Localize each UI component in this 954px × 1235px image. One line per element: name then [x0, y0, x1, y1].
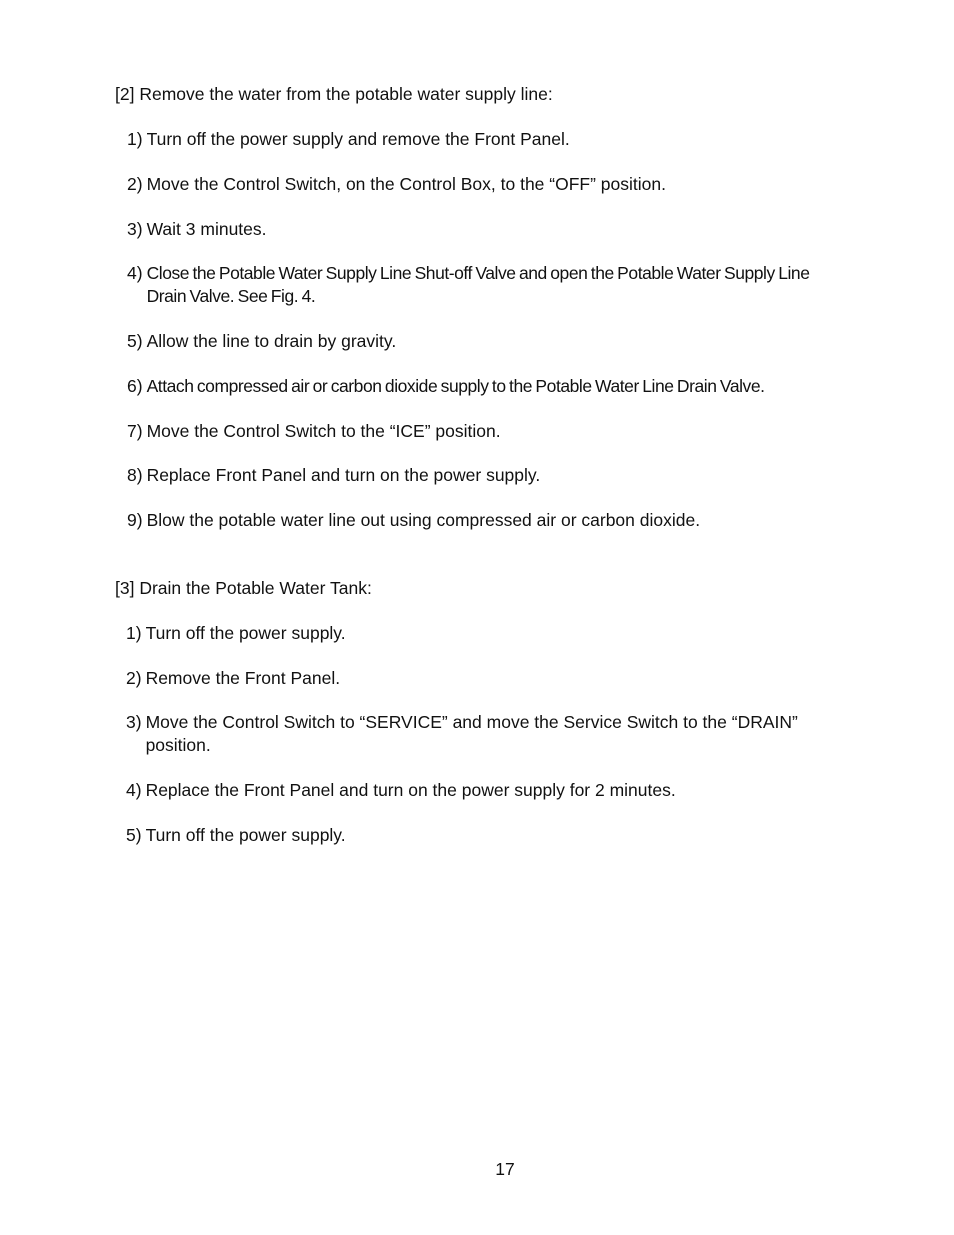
- step-text: Move the Control Switch to “SERVICE” and move the Service Switch to the “DRAIN” position.: [145, 712, 798, 755]
- step-text: Replace Front Panel and turn on the power supply.: [146, 465, 541, 485]
- section-3-step-3: [126, 711, 851, 757]
- section-2-step-3: [127, 218, 857, 241]
- step-number: 2): [127, 174, 143, 194]
- section-2-step-4: [127, 262, 847, 308]
- section-2-step-1: [127, 128, 857, 151]
- step-number: 1): [126, 623, 142, 643]
- step-text: Blow the potable water line out using compressed air or carbon dioxide.: [146, 510, 701, 530]
- step-number: 4): [127, 263, 143, 283]
- section-2-step-5: [127, 330, 857, 353]
- step-number: 8): [127, 465, 143, 485]
- step-number: 2): [126, 668, 142, 688]
- section-2-step-7: [127, 420, 857, 443]
- section-2-step-2: [127, 173, 857, 196]
- step-number: 4): [126, 780, 142, 800]
- step-number: 5): [126, 825, 142, 845]
- step-number: 6): [127, 376, 143, 396]
- step-number: 1): [127, 129, 143, 149]
- section-3-step-4: [126, 779, 856, 802]
- section-2-step-9: [127, 509, 857, 532]
- step-text: Close the Potable Water Supply Line Shut-off Valve and open the Potable Water Supply Line Drain Valve. See Fig. 4.: [146, 263, 810, 306]
- step-text: Allow the line to drain by gravity.: [146, 331, 397, 351]
- step-text: Attach compressed air or carbon dioxide supply to the Potable Water Line Drain Valve.: [146, 376, 765, 396]
- step-number: 7): [127, 421, 143, 441]
- step-number: 3): [127, 219, 143, 239]
- page-number: 17: [495, 1159, 515, 1179]
- step-number: 5): [127, 331, 143, 351]
- section-2-step-6: [127, 375, 867, 398]
- section-3-step-5: [126, 824, 856, 847]
- section-3-step-2: [126, 667, 856, 690]
- section-3-heading: [3] Drain the Potable Water Tank:: [115, 578, 372, 598]
- step-text: Turn off the power supply and remove the Front Panel.: [146, 129, 570, 149]
- section-3-step-1: [126, 622, 856, 645]
- step-text: Move the Control Switch, on the Control Box, to the “OFF” position.: [146, 174, 666, 194]
- step-number: 3): [126, 712, 142, 732]
- step-text: Replace the Front Panel and turn on the power supply for 2 minutes.: [145, 780, 676, 800]
- step-text: Remove the Front Panel.: [145, 668, 341, 688]
- step-text: Turn off the power supply.: [145, 623, 346, 643]
- step-text: Move the Control Switch to the “ICE” position.: [146, 421, 501, 441]
- step-text: Turn off the power supply.: [145, 825, 346, 845]
- step-text: Wait 3 minutes.: [146, 219, 267, 239]
- section-2-step-8: [127, 464, 857, 487]
- step-number: 9): [127, 510, 143, 530]
- section-2-heading: [2] Remove the water from the potable water supply line:: [115, 84, 553, 104]
